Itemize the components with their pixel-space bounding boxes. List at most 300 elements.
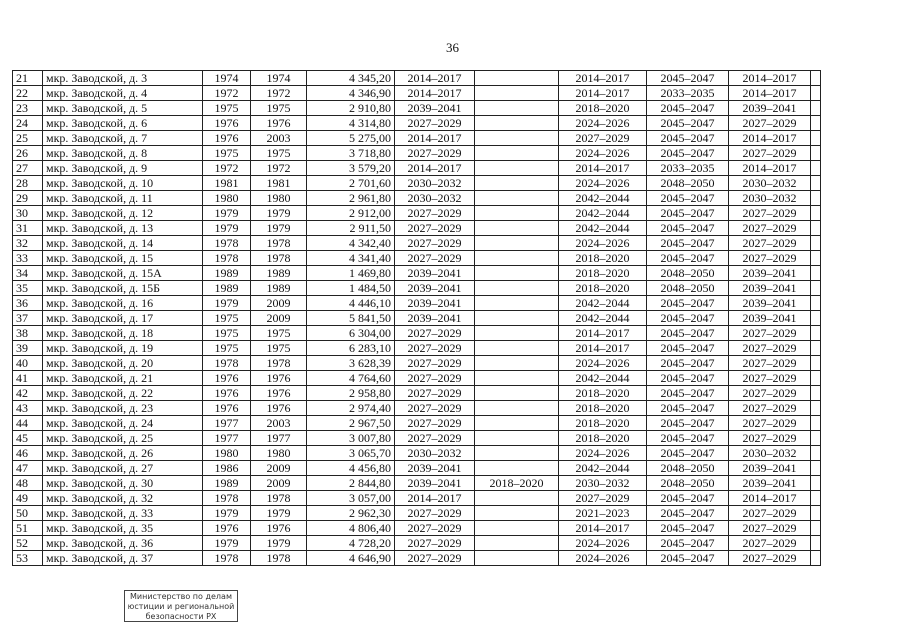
build-year-cell: 1979 [203,536,251,551]
period-roof-cell: 2027–2029 [395,116,475,131]
address-cell: мкр. Заводской, д. 16 [43,296,203,311]
period-utilities-cell: 2027–2029 [729,401,811,416]
period-roof-cell: 2039–2041 [395,281,475,296]
period-roof-cell: 2027–2029 [395,521,475,536]
address-cell: мкр. Заводской, д. 3 [43,71,203,86]
period-roof-cell: 2027–2029 [395,551,475,566]
period-facade-cell: 2014–2017 [559,161,647,176]
period-elevator-cell [475,296,559,311]
stamp-line: безопасности РХ [145,612,217,621]
table-row [13,296,821,311]
total-area-cell: 4 728,20 [307,536,395,551]
row-number-cell: 53 [13,551,43,566]
period-elevator-cell [475,311,559,326]
address-cell: мкр. Заводской, д. 25 [43,431,203,446]
empty-cell [811,461,821,476]
commission-year-cell: 1981 [251,176,307,191]
commission-year-cell: 1975 [251,326,307,341]
period-utilities-cell: 2014–2017 [729,491,811,506]
commission-year-cell: 1975 [251,341,307,356]
table-row [13,266,821,281]
period-foundation-cell: 2048–2050 [647,476,729,491]
period-facade-cell: 2042–2044 [559,371,647,386]
period-foundation-cell: 2045–2047 [647,251,729,266]
period-roof-cell: 2027–2029 [395,506,475,521]
period-elevator-cell [475,236,559,251]
period-foundation-cell: 2045–2047 [647,506,729,521]
period-foundation-cell: 2045–2047 [647,131,729,146]
table-row [13,176,821,191]
period-facade-cell: 2018–2020 [559,401,647,416]
address-cell: мкр. Заводской, д. 14 [43,236,203,251]
period-roof-cell: 2014–2017 [395,71,475,86]
row-number-cell: 38 [13,326,43,341]
period-elevator-cell [475,206,559,221]
build-year-cell: 1975 [203,311,251,326]
empty-cell [811,311,821,326]
period-roof-cell: 2039–2041 [395,101,475,116]
period-facade-cell: 2014–2017 [559,521,647,536]
empty-cell [811,86,821,101]
empty-cell [811,446,821,461]
period-roof-cell: 2030–2032 [395,191,475,206]
period-utilities-cell: 2027–2029 [729,206,811,221]
address-cell: мкр. Заводской, д. 10 [43,176,203,191]
address-cell: мкр. Заводской, д. 30 [43,476,203,491]
period-foundation-cell: 2048–2050 [647,461,729,476]
build-year-cell: 1980 [203,191,251,206]
period-elevator-cell [475,251,559,266]
address-cell: мкр. Заводской, д. 32 [43,491,203,506]
period-roof-cell: 2027–2029 [395,416,475,431]
table-row [13,401,821,416]
empty-cell [811,326,821,341]
period-foundation-cell: 2045–2047 [647,101,729,116]
commission-year-cell: 1979 [251,221,307,236]
period-roof-cell: 2027–2029 [395,341,475,356]
address-cell: мкр. Заводской, д. 6 [43,116,203,131]
address-cell: мкр. Заводской, д. 19 [43,341,203,356]
row-number-cell: 44 [13,416,43,431]
table-row [13,236,821,251]
period-facade-cell: 2024–2026 [559,236,647,251]
period-elevator-cell [475,491,559,506]
period-foundation-cell: 2033–2035 [647,86,729,101]
empty-cell [811,131,821,146]
period-utilities-cell: 2027–2029 [729,551,811,566]
build-year-cell: 1977 [203,431,251,446]
period-elevator-cell [475,401,559,416]
row-number-cell: 22 [13,86,43,101]
period-facade-cell: 2042–2044 [559,206,647,221]
total-area-cell: 4 764,60 [307,371,395,386]
period-elevator-cell [475,146,559,161]
total-area-cell: 5 275,00 [307,131,395,146]
address-cell: мкр. Заводской, д. 8 [43,146,203,161]
commission-year-cell: 1989 [251,266,307,281]
period-elevator-cell [475,446,559,461]
build-year-cell: 1976 [203,371,251,386]
empty-cell [811,356,821,371]
empty-cell [811,551,821,566]
empty-cell [811,206,821,221]
period-roof-cell: 2039–2041 [395,266,475,281]
period-roof-cell: 2027–2029 [395,146,475,161]
commission-year-cell: 2009 [251,311,307,326]
stamp-line: юстиции и региональной [127,602,235,611]
build-year-cell: 1989 [203,281,251,296]
housing-register-table [12,70,821,566]
table-body [13,71,821,566]
period-foundation-cell: 2045–2047 [647,356,729,371]
row-number-cell: 23 [13,101,43,116]
address-cell: мкр. Заводской, д. 9 [43,161,203,176]
row-number-cell: 40 [13,356,43,371]
table-row [13,326,821,341]
page-number: 36 [446,40,459,55]
row-number-cell: 33 [13,251,43,266]
commission-year-cell: 1976 [251,116,307,131]
table-row [13,206,821,221]
period-foundation-cell: 2045–2047 [647,371,729,386]
ministry-stamp [124,590,238,622]
period-roof-cell: 2039–2041 [395,461,475,476]
row-number-cell: 45 [13,431,43,446]
build-year-cell: 1975 [203,101,251,116]
period-facade-cell: 2024–2026 [559,536,647,551]
row-number-cell: 31 [13,221,43,236]
period-utilities-cell: 2039–2041 [729,281,811,296]
period-elevator-cell [475,341,559,356]
period-elevator-cell [475,71,559,86]
build-year-cell: 1975 [203,146,251,161]
period-roof-cell: 2014–2017 [395,131,475,146]
commission-year-cell: 1979 [251,506,307,521]
commission-year-cell: 1989 [251,281,307,296]
build-year-cell: 1979 [203,221,251,236]
address-cell: мкр. Заводской, д. 13 [43,221,203,236]
commission-year-cell: 1978 [251,251,307,266]
table-row [13,221,821,236]
row-number-cell: 30 [13,206,43,221]
empty-cell [811,401,821,416]
period-foundation-cell: 2045–2047 [647,446,729,461]
table-row [13,146,821,161]
build-year-cell: 1978 [203,551,251,566]
row-number-cell: 43 [13,401,43,416]
period-roof-cell: 2027–2029 [395,536,475,551]
period-facade-cell: 2018–2020 [559,266,647,281]
period-foundation-cell: 2045–2047 [647,221,729,236]
address-cell: мкр. Заводской, д. 22 [43,386,203,401]
total-area-cell: 2 911,50 [307,221,395,236]
empty-cell [811,491,821,506]
empty-cell [811,161,821,176]
period-elevator-cell [475,266,559,281]
build-year-cell: 1972 [203,161,251,176]
row-number-cell: 26 [13,146,43,161]
table-row [13,431,821,446]
period-utilities-cell: 2027–2029 [729,146,811,161]
build-year-cell: 1975 [203,341,251,356]
period-facade-cell: 2018–2020 [559,101,647,116]
empty-cell [811,251,821,266]
period-foundation-cell: 2045–2047 [647,551,729,566]
period-facade-cell: 2018–2020 [559,431,647,446]
period-foundation-cell: 2045–2047 [647,491,729,506]
total-area-cell: 2 701,60 [307,176,395,191]
address-cell: мкр. Заводской, д. 24 [43,416,203,431]
period-roof-cell: 2027–2029 [395,206,475,221]
row-number-cell: 27 [13,161,43,176]
row-number-cell: 21 [13,71,43,86]
commission-year-cell: 1980 [251,191,307,206]
table-row [13,386,821,401]
empty-cell [811,476,821,491]
period-roof-cell: 2027–2029 [395,251,475,266]
period-foundation-cell: 2045–2047 [647,206,729,221]
period-roof-cell: 2014–2017 [395,161,475,176]
period-facade-cell: 2027–2029 [559,491,647,506]
table-row [13,521,821,536]
table-row [13,86,821,101]
period-foundation-cell: 2045–2047 [647,431,729,446]
total-area-cell: 2 844,80 [307,476,395,491]
row-number-cell: 28 [13,176,43,191]
period-facade-cell: 2024–2026 [559,356,647,371]
address-cell: мкр. Заводской, д. 15 [43,251,203,266]
empty-cell [811,146,821,161]
table-row [13,251,821,266]
empty-cell [811,221,821,236]
address-cell: мкр. Заводской, д. 23 [43,401,203,416]
stamp-line: Министерство по делам [130,592,232,601]
period-utilities-cell: 2027–2029 [729,431,811,446]
table-row [13,71,821,86]
period-elevator-cell [475,356,559,371]
address-cell: мкр. Заводской, д. 37 [43,551,203,566]
empty-cell [811,101,821,116]
build-year-cell: 1989 [203,266,251,281]
total-area-cell: 6 304,00 [307,326,395,341]
period-elevator-cell [475,101,559,116]
commission-year-cell: 1979 [251,206,307,221]
empty-cell [811,296,821,311]
period-roof-cell: 2030–2032 [395,446,475,461]
period-utilities-cell: 2027–2029 [729,116,811,131]
total-area-cell: 4 806,40 [307,521,395,536]
period-utilities-cell: 2027–2029 [729,386,811,401]
period-roof-cell: 2014–2017 [395,491,475,506]
build-year-cell: 1979 [203,506,251,521]
period-utilities-cell: 2027–2029 [729,506,811,521]
period-foundation-cell: 2033–2035 [647,161,729,176]
build-year-cell: 1978 [203,491,251,506]
address-cell: мкр. Заводской, д. 26 [43,446,203,461]
period-facade-cell: 2018–2020 [559,416,647,431]
build-year-cell: 1976 [203,401,251,416]
period-foundation-cell: 2045–2047 [647,521,729,536]
period-roof-cell: 2039–2041 [395,296,475,311]
table-row [13,536,821,551]
address-cell: мкр. Заводской, д. 7 [43,131,203,146]
table-row [13,371,821,386]
period-utilities-cell: 2014–2017 [729,131,811,146]
period-foundation-cell: 2045–2047 [647,71,729,86]
period-utilities-cell: 2039–2041 [729,101,811,116]
period-utilities-cell: 2027–2029 [729,356,811,371]
table-row [13,476,821,491]
address-cell: мкр. Заводской, д. 35 [43,521,203,536]
period-facade-cell: 2042–2044 [559,191,647,206]
address-cell: мкр. Заводской, д. 4 [43,86,203,101]
total-area-cell: 4 314,80 [307,116,395,131]
commission-year-cell: 2003 [251,416,307,431]
period-roof-cell: 2027–2029 [395,236,475,251]
period-elevator-cell [475,386,559,401]
table-row [13,551,821,566]
total-area-cell: 2 958,80 [307,386,395,401]
period-facade-cell: 2024–2026 [559,116,647,131]
row-number-cell: 47 [13,461,43,476]
period-elevator-cell [475,551,559,566]
table-row [13,116,821,131]
build-year-cell: 1979 [203,206,251,221]
total-area-cell: 3 007,80 [307,431,395,446]
period-foundation-cell: 2048–2050 [647,281,729,296]
table-row [13,101,821,116]
empty-cell [811,176,821,191]
period-elevator-cell [475,461,559,476]
period-elevator-cell [475,416,559,431]
period-facade-cell: 2042–2044 [559,296,647,311]
empty-cell [811,416,821,431]
empty-cell [811,386,821,401]
period-utilities-cell: 2039–2041 [729,266,811,281]
period-utilities-cell: 2039–2041 [729,311,811,326]
period-foundation-cell: 2045–2047 [647,116,729,131]
period-elevator-cell [475,521,559,536]
period-foundation-cell: 2045–2047 [647,386,729,401]
period-utilities-cell: 2030–2032 [729,176,811,191]
period-facade-cell: 2042–2044 [559,221,647,236]
period-foundation-cell: 2045–2047 [647,416,729,431]
address-cell: мкр. Заводской, д. 15А [43,266,203,281]
row-number-cell: 29 [13,191,43,206]
period-facade-cell: 2018–2020 [559,386,647,401]
period-foundation-cell: 2045–2047 [647,311,729,326]
address-cell: мкр. Заводской, д. 17 [43,311,203,326]
commission-year-cell: 2009 [251,296,307,311]
period-foundation-cell: 2045–2047 [647,191,729,206]
empty-cell [811,236,821,251]
total-area-cell: 4 341,40 [307,251,395,266]
period-elevator-cell [475,281,559,296]
period-utilities-cell: 2039–2041 [729,461,811,476]
empty-cell [811,536,821,551]
period-utilities-cell: 2014–2017 [729,86,811,101]
total-area-cell: 2 912,00 [307,206,395,221]
row-number-cell: 50 [13,506,43,521]
total-area-cell: 4 342,40 [307,236,395,251]
build-year-cell: 1978 [203,251,251,266]
period-utilities-cell: 2027–2029 [729,251,811,266]
empty-cell [811,191,821,206]
period-roof-cell: 2027–2029 [395,431,475,446]
period-facade-cell: 2042–2044 [559,461,647,476]
build-year-cell: 1989 [203,476,251,491]
table-row [13,131,821,146]
total-area-cell: 1 469,80 [307,266,395,281]
table-row [13,506,821,521]
build-year-cell: 1976 [203,131,251,146]
period-facade-cell: 2018–2020 [559,251,647,266]
table-row [13,311,821,326]
period-foundation-cell: 2045–2047 [647,146,729,161]
empty-cell [811,341,821,356]
period-utilities-cell: 2030–2032 [729,446,811,461]
address-cell: мкр. Заводской, д. 33 [43,506,203,521]
empty-cell [811,431,821,446]
period-facade-cell: 2024–2026 [559,446,647,461]
period-foundation-cell: 2045–2047 [647,296,729,311]
period-foundation-cell: 2045–2047 [647,536,729,551]
total-area-cell: 2 974,40 [307,401,395,416]
row-number-cell: 39 [13,341,43,356]
commission-year-cell: 1976 [251,521,307,536]
period-elevator-cell [475,161,559,176]
build-year-cell: 1981 [203,176,251,191]
commission-year-cell: 1980 [251,446,307,461]
period-facade-cell: 2018–2020 [559,281,647,296]
total-area-cell: 4 346,90 [307,86,395,101]
build-year-cell: 1977 [203,416,251,431]
row-number-cell: 37 [13,311,43,326]
period-elevator-cell [475,116,559,131]
empty-cell [811,116,821,131]
build-year-cell: 1976 [203,521,251,536]
build-year-cell: 1978 [203,236,251,251]
table-row [13,461,821,476]
total-area-cell: 2 961,80 [307,191,395,206]
commission-year-cell: 1977 [251,431,307,446]
address-cell: мкр. Заводской, д. 21 [43,371,203,386]
table-row [13,161,821,176]
period-utilities-cell: 2027–2029 [729,326,811,341]
period-roof-cell: 2030–2032 [395,176,475,191]
period-roof-cell: 2027–2029 [395,326,475,341]
commission-year-cell: 1976 [251,401,307,416]
total-area-cell: 3 065,70 [307,446,395,461]
period-roof-cell: 2039–2041 [395,476,475,491]
period-utilities-cell: 2027–2029 [729,236,811,251]
empty-cell [811,281,821,296]
row-number-cell: 46 [13,446,43,461]
period-facade-cell: 2014–2017 [559,71,647,86]
commission-year-cell: 1978 [251,356,307,371]
period-foundation-cell: 2045–2047 [647,401,729,416]
address-cell: мкр. Заводской, д. 18 [43,326,203,341]
period-utilities-cell: 2014–2017 [729,71,811,86]
table-row [13,446,821,461]
period-roof-cell: 2027–2029 [395,371,475,386]
commission-year-cell: 2009 [251,476,307,491]
commission-year-cell: 1972 [251,161,307,176]
total-area-cell: 3 579,20 [307,161,395,176]
period-utilities-cell: 2027–2029 [729,416,811,431]
period-elevator-cell [475,176,559,191]
build-year-cell: 1974 [203,71,251,86]
